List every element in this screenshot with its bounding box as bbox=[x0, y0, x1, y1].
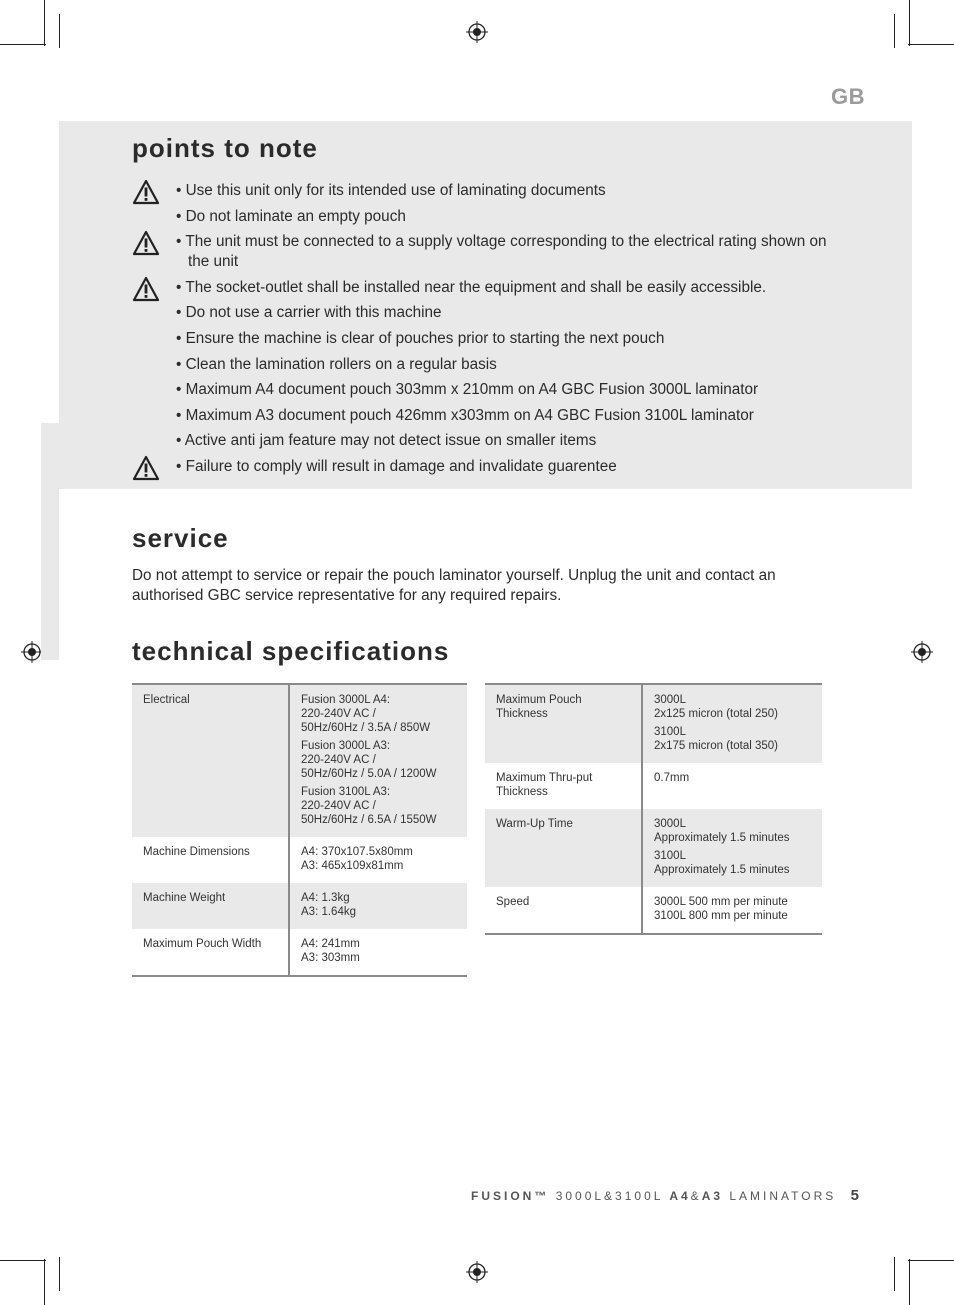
spec-value: Fusion 3100L A3: 220-240V AC / 50Hz/60Hz / 6.5A / 1550W bbox=[301, 786, 437, 826]
crop-mark bbox=[0, 44, 46, 45]
spec-label: Maximum Thru-put Thickness bbox=[485, 763, 642, 809]
note-item bbox=[132, 457, 832, 477]
spec-row bbox=[132, 929, 467, 976]
note-item bbox=[132, 303, 832, 323]
crop-mark bbox=[59, 14, 60, 48]
side-tab-bar bbox=[41, 423, 59, 660]
footer-size-a3: A3 bbox=[701, 1189, 724, 1203]
crop-mark bbox=[0, 1260, 46, 1261]
spec-value: 3000L 500 mm per minute 3100L 800 mm per minute bbox=[654, 896, 788, 922]
spec-label: Maximum Pouch Width bbox=[132, 929, 289, 976]
spec-value: Fusion 3000L A3: 220-240V AC / 50Hz/60Hz / 5.0A / 1200W bbox=[301, 740, 437, 780]
spec-value: Fusion 3000L A4: 220-240V AC / 50Hz/60Hz / 3.5A / 850W bbox=[301, 694, 431, 734]
spec-table-left bbox=[132, 683, 467, 977]
footer-suffix: LAMINATORS bbox=[729, 1189, 837, 1203]
note-text: • The unit must be connected to a supply voltage corresponding to the electrical rating shown on the unit bbox=[176, 232, 832, 272]
spec-row bbox=[485, 684, 822, 763]
spec-row bbox=[485, 763, 822, 809]
note-text: • Do not laminate an empty pouch bbox=[176, 207, 832, 227]
spec-value-cell bbox=[642, 684, 822, 763]
warning-icon bbox=[132, 230, 160, 256]
note-text: • Do not use a carrier with this machine bbox=[176, 303, 832, 323]
spec-value-cell bbox=[289, 883, 467, 929]
spec-value: 3100L 2x175 micron (total 350) bbox=[654, 726, 779, 752]
crop-mark bbox=[894, 1257, 895, 1291]
crop-mark bbox=[909, 0, 910, 46]
spec-label: Maximum Pouch Thickness bbox=[485, 684, 642, 763]
note-text: • Maximum A4 document pouch 303mm x 210mm on A4 GBC Fusion 3000L laminator bbox=[176, 380, 832, 400]
note-item bbox=[132, 232, 832, 272]
note-text: • Ensure the machine is clear of pouches prior to starting the next pouch bbox=[176, 329, 832, 349]
note-text: • Failure to comply will result in damage and invalidate guarentee bbox=[176, 457, 832, 477]
warning-icon bbox=[132, 455, 160, 481]
spec-row bbox=[485, 887, 822, 934]
note-item bbox=[132, 181, 832, 201]
footer-amp: & bbox=[690, 1189, 702, 1203]
registration-mark-icon bbox=[911, 641, 933, 663]
spec-row bbox=[485, 809, 822, 887]
spec-value-cell bbox=[289, 684, 467, 837]
note-text: • Maximum A3 document pouch 426mm x303mm on A4 GBC Fusion 3100L laminator bbox=[176, 406, 832, 426]
crop-mark bbox=[908, 44, 954, 45]
page-footer bbox=[471, 1187, 859, 1204]
spec-value: A4: 241mm A3: 303mm bbox=[301, 938, 360, 964]
spec-row bbox=[132, 684, 467, 837]
spec-label: Machine Dimensions bbox=[132, 837, 289, 883]
spec-row bbox=[132, 883, 467, 929]
points-to-note-title: points to note bbox=[132, 133, 318, 163]
spec-value-cell bbox=[289, 837, 467, 883]
spec-value: A4: 370x107.5x80mm A3: 465x109x81mm bbox=[301, 846, 413, 872]
crop-mark bbox=[908, 1260, 954, 1261]
spec-value: 3000L 2x125 micron (total 250) bbox=[654, 694, 779, 720]
note-text: • The socket-outlet shall be installed near the equipment and shall be easily accessible. bbox=[176, 278, 832, 298]
service-text: Do not attempt to service or repair the pouch laminator yourself. Unplug the unit and contact an authorised GBC service representative for any required repairs. bbox=[132, 567, 776, 604]
footer-size-a4: A4 bbox=[669, 1189, 691, 1203]
crop-mark bbox=[894, 14, 895, 48]
warning-icon bbox=[132, 179, 160, 205]
note-item bbox=[132, 329, 832, 349]
spec-value: 3100L Approximately 1.5 minutes bbox=[654, 850, 790, 876]
crop-mark bbox=[44, 1259, 45, 1305]
spec-value: 3000L Approximately 1.5 minutes bbox=[654, 818, 790, 844]
language-tab: GB bbox=[831, 84, 865, 109]
note-text: • Active anti jam feature may not detect issue on smaller items bbox=[176, 431, 832, 451]
spec-label: Warm-Up Time bbox=[485, 809, 642, 887]
spec-value-cell bbox=[289, 929, 467, 976]
points-to-note-list bbox=[132, 181, 832, 483]
crop-mark bbox=[44, 0, 45, 46]
note-item bbox=[132, 355, 832, 375]
crop-mark bbox=[59, 1257, 60, 1291]
spec-value-cell bbox=[642, 887, 822, 934]
spec-value: A4: 1.3kg A3: 1.64kg bbox=[301, 892, 356, 918]
note-item bbox=[132, 207, 832, 227]
tech-specs-title: technical specifications bbox=[132, 636, 450, 666]
registration-mark-icon bbox=[466, 21, 488, 43]
crop-mark bbox=[909, 1259, 910, 1305]
spec-value: 0.7mm bbox=[654, 772, 690, 784]
page-number: 5 bbox=[850, 1187, 859, 1204]
spec-label: Speed bbox=[485, 887, 642, 934]
spec-row bbox=[132, 837, 467, 883]
footer-brand: FUSION™ bbox=[471, 1189, 550, 1203]
registration-mark-icon bbox=[21, 641, 43, 663]
footer-models: 3000L&3100L bbox=[555, 1189, 663, 1203]
note-item bbox=[132, 406, 832, 426]
note-text: • Clean the lamination rollers on a regular basis bbox=[176, 355, 832, 375]
spec-value-cell bbox=[642, 809, 822, 887]
warning-icon bbox=[132, 276, 160, 302]
note-text: • Use this unit only for its intended use of laminating documents bbox=[176, 181, 832, 201]
spec-label: Machine Weight bbox=[132, 883, 289, 929]
spec-table-right bbox=[485, 683, 822, 935]
registration-mark-icon bbox=[466, 1261, 488, 1283]
spec-label: Electrical bbox=[132, 684, 289, 837]
note-item bbox=[132, 431, 832, 451]
spec-value-cell bbox=[642, 763, 822, 809]
note-item bbox=[132, 380, 832, 400]
note-item bbox=[132, 278, 832, 298]
service-title: service bbox=[132, 523, 229, 553]
